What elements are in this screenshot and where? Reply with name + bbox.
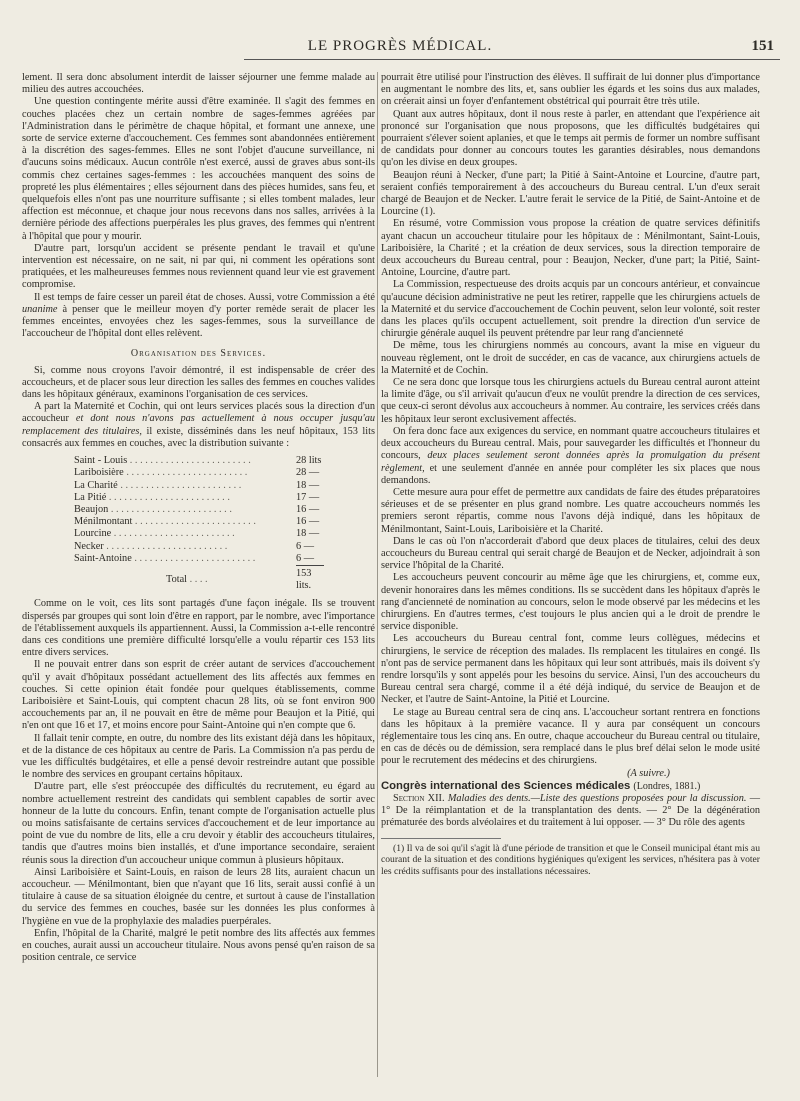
section-label: Section XII.	[393, 792, 445, 804]
hospital-name: Beaujon . . . . . . . . . . . . . . . . . . . . . . . .	[74, 503, 232, 515]
bed-count: 16 —	[295, 503, 320, 515]
italic-span: Maladies des dents.—Liste des questions proposées pour la discussion.	[447, 792, 747, 804]
bed-count: 18 —	[295, 528, 320, 540]
paragraph: D'autre part, lorsqu'un accident se présente pendant le travail et qu'une intervention est nécessaire, on ne sait, ni par qui, ni comment les opérations sont pratiquées, et les malheureuses femmes nous reviennent quand leur vie est gravement compromise.	[22, 242, 375, 291]
paragraph: Dans le cas où l'on n'accorderait d'abord que deux places de titulaires, celui des deux accoucheurs du Bureau central qui serait chargé de Beaujon et de Necker, adjoindrait à son service l'hôpital de la Charité.	[381, 535, 760, 572]
bed-row	[74, 504, 324, 516]
paragraph	[381, 426, 760, 487]
paragraph: Enfin, l'hôpital de la Charité, malgré le petit nombre des lits affectés aux femmes en couches, aurait aussi un accoucheur titulaire. Nous avons pensé qu'en raison de sa position centrale, ce service	[22, 927, 375, 964]
bed-count: 28 —	[295, 467, 320, 479]
paragraph: Ce ne sera donc que lorsque tous les chirurgiens actuels du Bureau central auront atteint la limite d'âge, ou s'il arrivait qu'aucun d'eux ne voulût prendre la direction de ces services, que ceux-ci seront dévolus aux accoucheurs à nommer. Au contraire, les services créés dans les hôpitaux leur seront exclusivement affectés.	[381, 377, 760, 425]
paragraph: Le stage au Bureau central sera de cinq ans. L'accoucheur sortant rentrera en fonctions dans les hôpitaux à la première vacance. Il y aura par conséquent un concours réglementaire tous les cinq ans. En outre, chaque accoucheur du Bureau central ou titulaire, en cas de décès ou de démission, sera remplacé dans le plus bref délai selon le mode usité pour le recrutement des médecins et des chirurgiens.	[381, 706, 760, 767]
paragraph: Si, comme nous croyons l'avoir démontré, il est indispensable de créer des accoucheurs, et de placer sous leur direction les salles des femmes en couches valides dans les hôpitaux généraux, examinons l'organisation de ces services.	[22, 364, 375, 401]
hospital-name: La Charité . . . . . . . . . . . . . . . . . . . . . . . .	[74, 479, 242, 491]
paragraph: D'autre part, elle s'est préoccupée des difficultés du recrutement, eu égard au nombre actuellement restreint des candidats qui semblent capables de sortir avec honneur de la lutte du concours. Enfin, tenant compte de l'organisation actuelle plus ou moins satisfaisante de certains services d'accouchement et de leur importance au point de vue du nombre de lits, elle a cru devoir y établir des accoucheurs titulaires, tandis que d'autres moins bien installés, et d'une importance secondaire, seraient réunis sous la direction d'un accoucheur unique commun à plusieurs hôpitaux.	[22, 781, 375, 866]
paragraph: Il fallait tenir compte, en outre, du nombre des lits existant déjà dans les hôpitaux, et de la distance de ces hôpitaux au centre de Paris. La Commission n'a pas perdu de vue les difficultés budgétaires, et elle a pensé devoir restreindre autant que possible le nombre des services en groupant certains hôpitaux.	[22, 732, 375, 781]
text-span: A part la Maternité et Cochin, qui ont leurs services placés sous la direction d'un accoucheur	[22, 401, 375, 425]
bed-row	[74, 528, 324, 540]
bed-count: 18 —	[295, 479, 320, 491]
right-column	[381, 72, 760, 877]
to-be-continued: (A suivre.)	[627, 767, 670, 779]
paragraph: pourrait être utilisé pour l'instruction des élèves. Il suffirait de lui donner plus d'importance en augmentant le nombre des lits, et, sans oublier les égards et les soins dus aux malades, on créerait ainsi un foyer d'enfantement obstétrical qui pourrait être très utile.	[381, 72, 760, 108]
hospital-name: Ménilmontant . . . . . . . . . . . . . . . . . . . . . . . .	[74, 516, 256, 528]
text-span: à penser que le meilleur moyen d'y porter remède serait de placer les femmes enceintes, envoyées chez les sages-femmes, sous la surveillance de l'accoucheur de l'hôpital dont elles relèvent.	[22, 303, 375, 340]
text-span: Il est temps de faire cesser un pareil état de choses. Aussi, votre Commission a été	[34, 291, 375, 303]
paragraph: Comme on le voit, ces lits sont partagés d'une façon inégale. Ils se trouvent dispersés par groupes qui sont loin d'être en rapport, par le nombre, avec l'importance de l'établissement auxquels ils appartiennent. Aussi, la Commission a-t-elle rencontré dans ces conditions une première difficulté lorsqu'elle a voulu répartir ces 153 lits entre divers services.	[22, 598, 375, 659]
paragraph: Les accoucheurs peuvent concourir au même âge que les chirurgiens, et, comme eux, devenir honoraires dans les mêmes conditions. Ils se succèdent dans les hôpitaux d'après le rang d'ancienneté de nomination au concours, selon le mode observé par les médecins et les chirurgiens. En d'autres termes, c'est toujours le plus ancien qui a le droit de prendre le service disponible.	[381, 572, 760, 633]
left-column	[22, 72, 375, 964]
paragraph: Ainsi Lariboisière et Saint-Louis, en raison de leurs 28 lits, auraient chacun un accoucheur. — Ménilmontant, bien que n'ayant que 16 lits, serait aussi confié à un titulaire à cause de sa situation éloignée du centre, et surtout à cause de l'installation du service des femmes en couches, basée sur les données les plus conformes à l'hygiène en vue de la prophylaxie des maladies puerpérales.	[22, 866, 375, 927]
total-row	[74, 565, 324, 592]
congress-heading	[381, 780, 760, 793]
hospital-name: La Pitié . . . . . . . . . . . . . . . . . . . . . . . .	[74, 491, 230, 503]
bed-count: 6 —	[295, 552, 314, 564]
bed-row	[74, 480, 324, 492]
footnote: (1) Il va de soi qu'il s'agit là d'une période de transition et que le Conseil municipal étant mis au courant de la situation et des conditions hygiéniques qu'exigent les services, n'hésitera pas à voter les crédits suffisants pour des installations nécessaires.	[381, 842, 760, 877]
paragraph: Quant aux autres hôpitaux, dont il nous reste à parler, en attendant que l'expérience ait prononcé sur l'organisation que nous proposons, que les difficultés budgétaires qui pourraient s'élever soient aplanies, et que le temps ait permis de former un nombre suffisant de candidats pour donner au concours toutes les garanties désirables, nous demandons qu'on les divise en deux groupes.	[381, 108, 760, 169]
paragraph: Les accoucheurs du Bureau central font, comme leurs collègues, médecins et chirurgiens, le service de réception des malades. Ils remplacent les titulaires en congé. Ils n'ont pas de service permanent dans les hôpitaux qui leur sont attribués, mais ils doivent s'y rendre lorsqu'ils y sont appelés pour les besoins du service. Ainsi, l'un des accoucheurs du Bureau central sera chargé, comme il a été déjà indiqué, du service de Beaujon et de Necker, et l'autre de Saint-Antoine, la Pitié et Lourcine.	[381, 633, 760, 706]
page-number: 151	[751, 38, 774, 54]
bed-row	[74, 553, 324, 566]
congress-place: (Londres, 1881.)	[633, 780, 701, 792]
journal-title: LE PROGRÈS MÉDICAL.	[307, 38, 493, 54]
total-label: Total . . . .	[166, 573, 208, 585]
paragraph	[22, 292, 375, 341]
column-divider	[377, 72, 378, 1077]
section-title: Organisation des Services.	[130, 348, 267, 360]
paragraph: Beaujon réuni à Necker, d'une part; la Pitié à Saint-Antoine et Lourcine, d'autre part, seraient confiés temporairement à des accoucheurs du Bureau central. L'un d'eux serait chargé de Beaujon et de Necker. L'autre ferait le service de la Pitié, de Saint-Antoine et de Lourcine (1).	[381, 169, 760, 218]
italic-span: unanime	[22, 303, 58, 315]
bed-count: 16 —	[295, 516, 320, 528]
bed-count: 17 —	[295, 491, 320, 503]
footnote-rule	[381, 838, 501, 839]
hospital-name: Lariboisière . . . . . . . . . . . . . . . . . . . . . . . .	[74, 467, 248, 479]
bed-row	[74, 516, 324, 528]
hospital-name: Necker . . . . . . . . . . . . . . . . . . . . . . . .	[74, 540, 228, 552]
congress-title: Congrès international des Sciences médicales	[381, 779, 631, 792]
bed-row	[74, 467, 324, 479]
italic-span: et dont nous n'avons pas actuellement à nous occuper jusqu'au remplacement des titulaires,	[22, 413, 376, 437]
text-span: — 1° De la réimplantation et de la transplantation des dents. — 2° De la dégénération prématurée des bords alvéolaires et du traitement à lui opposer. — 3° Du rôle des agents	[381, 792, 761, 829]
paragraph: De même, tous les chirurgiens nommés au concours, avant la mise en vigueur du nouveau règlement, ont le droit de succéder, en cas de vacance, aux chirurgiens actuels de la Maternité et de Cochin.	[381, 340, 760, 376]
total-value: 153 lits.	[296, 565, 324, 592]
paragraph: lement. Il sera donc absolument interdit de laisser séjourner une femme malade au milieu des autres accouchées.	[22, 72, 375, 96]
bed-count: 6 —	[295, 540, 314, 552]
bed-row	[74, 492, 324, 504]
hospital-name: Saint-Antoine . . . . . . . . . . . . . . . . . . . . . . . .	[74, 552, 256, 564]
page-header	[0, 18, 800, 58]
hospital-name: Saint - Louis . . . . . . . . . . . . . . . . . . . . . . . .	[74, 455, 251, 467]
paragraph	[381, 793, 760, 830]
paragraph: Cette mesure aura pour effet de permettre aux candidats de faire des études préparatoires sérieuses et de se présenter en plus grand nombre. Les quatre accoucheurs nommés les premiers seront répartis, comme nous l'avons déjà indiqué, dans les hôpitaux de Ménilmontant, Saint-Louis, Lariboisière et la Charité.	[381, 486, 760, 535]
text-span: On fera donc face aux exigences du service, en nommant quatre accoucheurs titulaires et deux accoucheurs du Bureau central. Mais, pour sauvegarder les difficultés et l'honneur du concours,	[381, 425, 760, 462]
paragraph: La Commission, respectueuse des droits acquis par un concours antérieur, et convaincue qu'aucune décision administrative ne peut les retirer, rappelle que les chirurgiens actuels de la Maternité et du service d'accouchement de Cochin peuvent, selon leur volonté, soit rester dans les places qu'ils occupent actuellement, soit prendre la direction d'un service de chirurgie générale auquel ils peuvent prétendre par leur rang d'ancienneté	[381, 279, 760, 340]
bed-count: 28 lits	[295, 455, 322, 467]
italic-span: deux places seulement seront données après la promulgation du présent règlement,	[381, 450, 760, 474]
text-span: et une seulement d'année en année pour compléter les six places que nous demandons.	[381, 462, 760, 486]
paragraph	[22, 401, 375, 450]
paragraph: En résumé, votre Commission vous propose la création de quatre services définitifs ayant chacun un accoucheur titulaire pour les hôpitaux de : Ménilmontant, Saint-Louis, Lariboisière, la Charité ; et la création de deux services, sous la direction temporaire de deux accoucheurs du Bureau central, pour : Beaujon, Necker, d'une part; la Pitié, Saint-Antoine, Lourcine, d'autre part.	[381, 218, 760, 279]
hospital-name: Lourcine . . . . . . . . . . . . . . . . . . . . . . . .	[74, 528, 235, 540]
bed-row	[74, 455, 324, 467]
header-rule	[244, 59, 780, 60]
bed-distribution-table	[74, 455, 324, 592]
paragraph: Il ne pouvait entrer dans son esprit de créer autant de services d'accouchement qu'il y avait d'hôpitaux possédant actuellement des lits affectés aux femmes en couches. Si cette opinion était fondée pour quelques établissements, comme Lariboisière et Saint-Louis, qui comptent chacun 28 lits, où se font environ 900 accouchements par an, il ne pouvait en être de même pour Beaujon et la Pitié, qui n'en ont que 16 et 17, et moins encore pour Saint-Antoine qui n'en compte que 6.	[22, 659, 375, 732]
text-span: il existe, disséminés dans les neuf hôpitaux, 153 lits consacrés aux femmes en couches, avec la distribution suivante :	[22, 425, 375, 449]
paragraph: Une question contingente mérite aussi d'être examinée. Il s'agit des femmes en couches placées chez un certain nombre de sages-femmes agréées par l'Administration dans le périmètre de chaque hôpital, et formant une annexe, une sorte de service externe d'accouchement. Ces femmes sont abandonnées entièrement à la discrétion des sages-femmes. Elles ne sont l'objet d'aucune surveillance, ni d'aucuns soins médicaux. Aucun contrôle n'est exercé, aussi de graves abus sont-ils commis chez certaines sages-femmes : les accouchées manquent des soins de propreté les plus élémentaires ; elles séjournent dans des pièces humides, sans feu, et quelquefois elles n'ont pas une nourriture suffisante ; si elles tombent malades, leur affection est méconnue, et chaque jour nous recevons dans nos salles, arrivées à la dernière période des affections puerpérales les plus graves, des femmes qui n'entrent à l'hôpital que pour y mourir.	[22, 96, 375, 242]
bed-row	[74, 541, 324, 553]
